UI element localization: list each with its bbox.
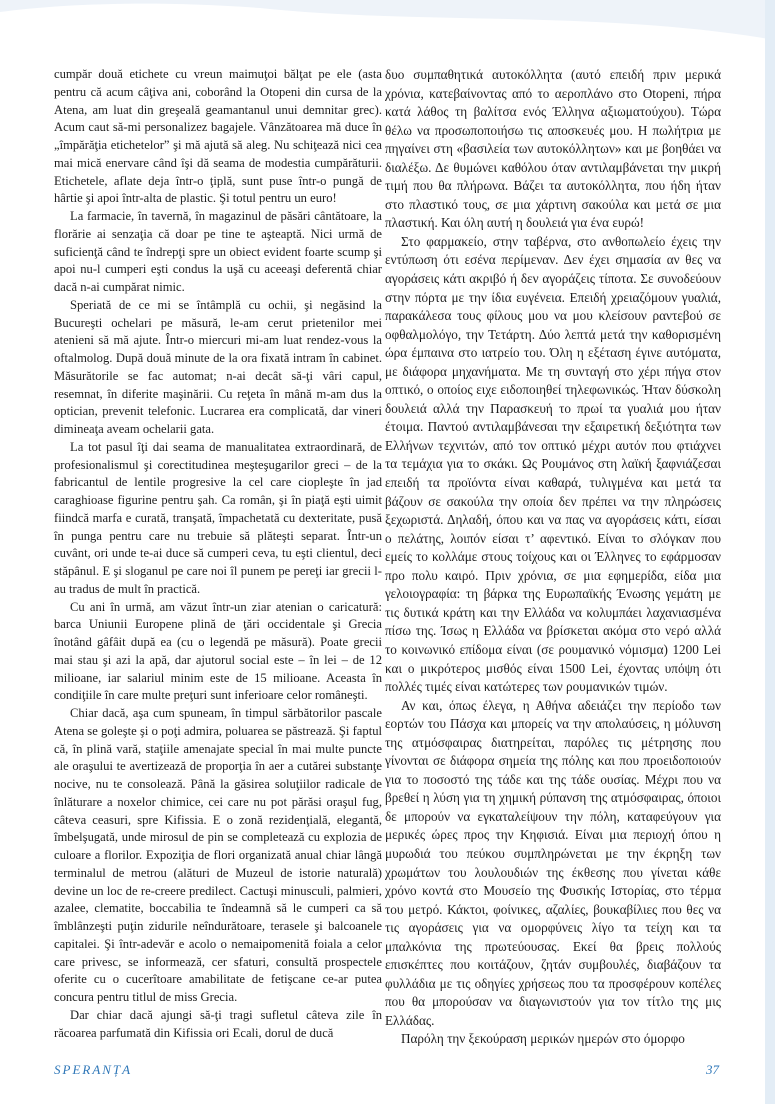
paragraph: La farmacie, în tavernă, în magazinul de păsări cântătoare, la florărie ai senzaţia că doar pe tine te aşteaptă. Nici urmă de suficienţă când te îndrepţi spre un obiect evident foarte scump şi apoi nu-l cumperi eşti condus la uşă cu aceeaşi deferentă chiar dacă n-ai cumpărat nimic. [54,209,382,294]
paragraph: Speriată de ce mi se întâmplă cu ochii, şi negăsind la Bucureşti ochelari pe măsură, le-am cerut prietenilor mei atenieni să mă ajute. Într-o miercuri mi-am luat rendez-vous la oftalmolog. După două minute de la ora fixată intram în cabinet. Măsurătorile se fac automat; n-ai decât să-ţi vâri capul, resemnat, în diferite maşinării. Cu reţeta în mână m-am dus la optician, prevenit telefonic. Lucrarea era complicată, dar vineri dimineaţa aveam ochelarii gata. [54,297,382,436]
paragraph: Chiar dacă, aşa cum spuneam, în timpul sărbătorilor pascale Atena se goleşte şi o poţi admira, poluarea se păstrează. Şi faptul că, în plină vară, staţiile amenajate special în mai multe puncte ale oraşului te avertizează de proporţia în aer a cutărei substanţe nocive, nu te consolează. Până la găsirea soluţiilor radicale de înlăturare a noxelor chimice, cei care nu pot părăsi oraşul fug, câteva ceasuri, spre Kifissia. E o zonă rezidenţială, elegantă, îmbelşugată, unde mirosul de pin se completează cu explozia de culoare a florilor. Expoziţia de flori organizată anual chiar lângă terminalul de metrou (alături de Muzeul de istorie naturală) devine un loc de re-creere predilect. Cactuşi minusculi, palmieri, azalee, clematite, boccabilia te îndeamnă să le cumperi ca să îmblânzeşti puţin zidurile neîndurătoare, terasele şi balcoanele capitalei. Şi într-adevăr e acolo o nemaipomenită foiala a celor care privesc, se informează, cer sfaturi, consultă prospectele oferite cu o cucerîtoare amabilitate de fetişcane ce-ar putea concura pentru titlul de miss Grecia. [54,706,382,1004]
page-number: 37 [706,1062,719,1077]
magazine-name: SPERANȚA [54,1062,133,1077]
paragraph: Dar chiar dacă ajungi să-ţi tragi sufletul câteva zile în răcoarea parfumată din Kifissia ori Ecali, dorul de ducă [54,1007,382,1040]
left-column-romanian [54,66,382,1042]
paragraph: Cu ani în urmă, am văzut într-un ziar atenian o caricatură: barca Uniunii Europene plină de ţări occidentale şi Grecia înotând gâfâit după ea (cu o legendă pe măsură). Poate grecii mai stau şi azi la apă, dar ajutorul social este – în lei – de 12 milioane, iar salariul minim este de 15 milioane. Aceasta în condiţiile în care multe preţuri sunt inferioare celor româneşti. [54,599,382,703]
paragraph: Παρόλη την ξεκούραση μερικών ημερών στο όμορφο [401,1031,685,1047]
paragraph: δυο συμπαθητικά αυτοκόλλητα (αυτό επειδή πριν μερικά χρόνια, κατεβαίνοντας από το αεροπλάνο στο Otopeni, πήρα κατά λάθος τη βαλίτσα ενός Έλληνα αξιωματούχου). Τώρα θέλω να προσωποποιήσω τις αποσκευές μου. Η πωλήτρια με πηγαίνει στη «βασιλεία των αυτοκόλλητων» και με βοηθάει να διαλέξω. Δε θυμώνει καθόλου όταν αντιλαμβάνεται την μικρή τιμή που θα πλήρωνα. Βάζει τα αυτοκόλλητα, που ήδη ήταν στο πλαστικό τους, σε μια χάρτινη σακούλα και μετά σε μια πλαστική. Και όλη αυτή η δουλειά για ένα ευρώ! [385,67,721,231]
paragraph: Στο φαρμακείο, στην ταβέρνα, στο ανθοπωλείο έχεις την εντύπωση ότι εσένα περίμεναν. Δεν έχει σημασία αν θες να αγοράσεις κάτι ακριβό ή δεν αγοράζεις τίποτα. Σε συνοδεύουν στην πόρτα με την ίδια ευγένεια. Επειδή χρειαζόμουν γυαλιά, παρακάλεσα τους φίλους μου να μου κλείσουν ραντεβού σε οφθαλμολόγο, την Τετάρτη. Δύο λεπτά μετά την καθορισμένη ώρα έμπαινα στο ιατρείο του. Όλη η εξέταση έγινε αυτόματα, με διάφορα μηχανήματα. Με τη συνταγή στο χέρι πήγα στον οπτικό, ο οποίος ειχε ειδοποιηθεί τηλεφωνικώς. Ήταν δύσκολη δουλειά αλλά την Παρασκευή το πρωί τα γυαλιά μου ήταν έτοιμα. Παντού αντιλαμβάνεσαι την εξαιρετική δεξιότητα των Ελλήνων τεχνιτών, από τον οπτικό μέχρι αυτόν που φτιάχνει τα τεμάχια για το σκάκι. Ως Ρουμάνος στη λαϊκή ξαφνιάζεσαι επειδή τα προϊόντα είναι καθαρά, τυλιγμένα και μετά τα βάζουν σε σακούλα την οποία δεν πρέπει να την πληρώσεις ξεχωριστά. Δηλαδή, όπου και να πας να αγοράσεις κάτι, είσαι ο πελάτης, λοιπόν είσαι τ’ αφεντικό. Είναι το σλόγκαν που εμείς το κολλάμε στους τοίχους και οι Έλληνες το εφάρμοσαν προ πολυ καιρό. Πριν χρόνια, σε μια εφημερίδα, είδα μια γελοιογραφία: τη βάρκα της Ευρωπαϊκής Ένωσης γεμάτη με τις δυτικά κράτη και την Ελλάδα να κολυμπάει λαχανιασμένα πίσω της. Ίσως η Ελλάδα να βρίσκεται ακόμα στο νερό αλλά το κοινωνικό επίδομα είναι (σε ρουμανικό νόμισμα) 1200 Lei και ο μικρότερος μισθός είναι 1500 Lei, έχοντας υπόψη ότι πολλές τιμές είναι κατώτερες των ρουμανικών τιμών. [385,233,721,695]
paragraph: Αν και, όπως έλεγα, η Αθήνα αδειάζει την περίοδο των εορτών του Πάσχα και μπορείς να την απολαύσεις, η μόλυνση της ατμόσφαιρας διατηρείται, παρόλες τις μέτρησης που γίνονται σε διάφορα σημεία της πόλης και που προειδοποιούν για το ποσοστό της τάδε και της τάδε ουσίας. Μέχρι που να βρεθεί η λύση για τη χημική ρύπανση της ατμόσφαιρας, όποιοι δε μπορούν να εγκαταλείψουν την πόλη, καταφεύγουν για μερικές ώρες προς την Κηφισιά. Είναι μια περιοχή όπου η μυρωδιά του πεύκου συμπληρώνεται με την έκρηξη των χρωμάτων του λουλουδιών της έκθεσης που γίνεται κάθε χρόνο κοντά στο Μουσείο της Φυσικής Ιστορίας, στο τέρμα του μετρό. Κάκτοι, φοίνικες, αζαλίες, βουκαβίλιες που θες να τις αγοράσεις για να ομορφύνεις λίγο τα τείχη και τα μπαλκόνια της πρωτεύουσας. Εκεί θα βρεις πολλούς επισκέπτες που κοιτάζουν, ζητάν συμβουλές, διαβάζουν τα φυλλάδια με τις οδηγίες χρήσεως που τα προσφέρουν κοπέλες που θα μπορούσαν να διαγωνιστούν για τον τίτλο της μις Ελλάδας. [385,697,721,1028]
right-column-greek [385,66,721,1049]
paragraph: La tot pasul îţi dai seama de manualitatea extraordinară, de profesionalismul şi corectitudinea meşteşugarilor greci – de la fabricantul de lentile progresive la cel care ciopleşte în jad caraghioase figurine pentru şah. Ca român, şi în piaţă eşti uimit fiindcă marfa e curată, tranşată, împachetată cu dexteritate, pusă în punga pentru care nu trebuie să plăteşti separat. Într-un cuvânt, ori unde te-ai duce să cumperi ceva, tu eşti clientul, deci stăpânul. E şi sloganul pe care noi îl punem pe pereţi iar grecii l-au tradus de mult în practică. [54,439,382,596]
page-footer [54,1062,719,1084]
paragraph: cumpăr două etichete cu vreun maimuţoi bălţat pe ele (asta pentru că acum câţiva ani, coborând la Otopeni din cursa de la Atena, am luat din greşeală geamantanul unui demnitar grec). Acum caut să-mi personalizez bagajele. Vânzătoarea mă duce în „împărăţia etichetelor” şi mă ajută să aleg. Nu schiţează nici cea mai mică enervare când îşi dă seama de modestia cumpărăturii. Etichetele, aflate deja într-o ţiplă, sunt puse într-o pungă de hârtie şi apoi într-alta de plastic. Şi totul pentru un euro! [54,67,382,206]
